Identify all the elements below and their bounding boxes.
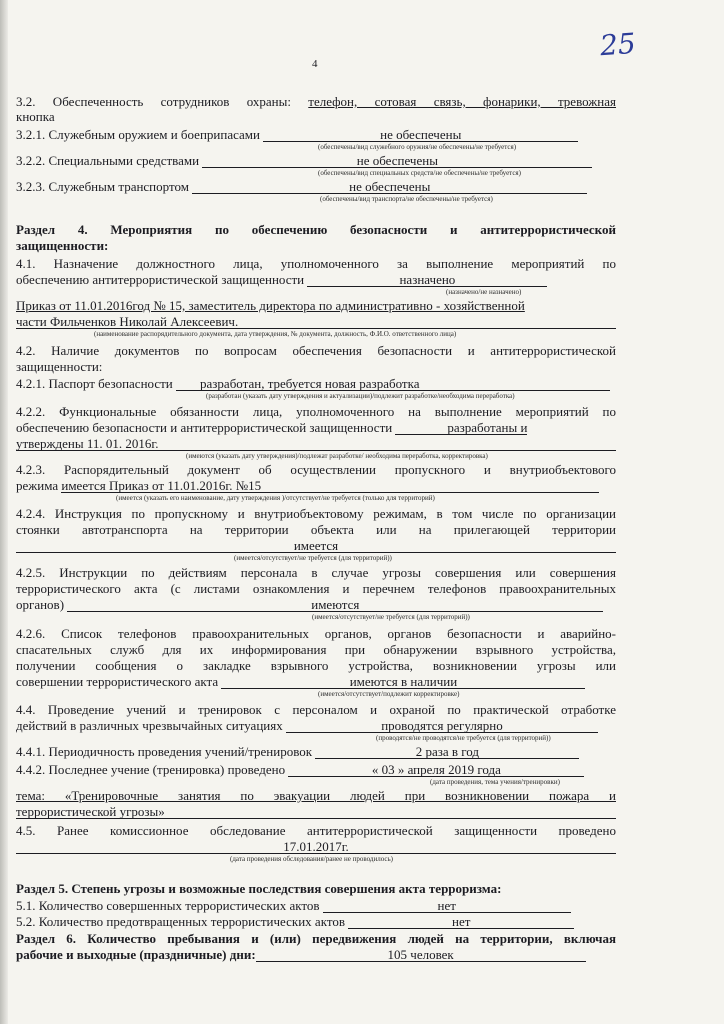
item-4-1-person-hint: (наименование распорядительного документа, дата утверждения, № документа, должность, Ф.И.О. ответственного лица) [94,330,457,338]
item-3-2-value: телефон, сотовая связь, фонарики, тревожная [308,94,616,109]
item-4-2-6-line-4 [16,674,616,689]
item-4-2-line-1: 4.2. Наличие документов по вопросам обеспечения безопасности и антитеррористической [16,343,616,358]
item-3-2-line-2: кнопка [16,109,55,124]
item-3-2-1-hint: (обеспечены/вид служебного оружия/не обеспечены/не требуется) [318,143,517,151]
item-4-2-line-2: защищенности: [16,359,103,374]
item-4-5-hint: (дата проведения обследования/ранее не проводилось) [230,855,394,863]
item-4-2-5-line-1: 4.2.5. Инструкции по действиям персонала в случае угрозы совершения или совершения [16,565,616,580]
item-3-2-2-hint: (обеспечены/вид специальных средств/не обеспечены/не требуется) [318,169,521,177]
item-4-1-value: назначено [307,273,547,287]
item-5-2-value: нет [348,915,574,929]
item-3-2-2-label: 3.2.2. Специальными средствами [16,153,200,168]
item-4-5-value: 17.01.2017г. [16,840,616,854]
item-5-1 [16,898,616,913]
section-6-line-2 [16,947,616,962]
item-3-2-3-value: не обеспечены [192,180,587,194]
item-4-2-3-line-1: 4.2.3. Распорядительный документ об осуществлении пропускного и внутриобъектового [16,462,616,477]
item-3-2-line [16,94,616,109]
item-4-5-line-1: 4.5. Ранее комиссионное обследование антитеррористической защищенности проведено [16,823,616,838]
item-4-2-2-hint: (имеются (указать дату утверждения)/подлежат разработке/ необходима переработка, корректировка) [186,452,488,460]
section-4-heading-2: защищенности: [16,238,109,253]
item-4-4-line-1: 4.4. Проведение учений и тренировок с персоналом и охраной по практической отработке [16,702,616,717]
section-6-heading: Раздел 6. Количество пребывания и (или) передвижения людей на территории, включая [16,931,616,946]
item-4-4-label: действий в различных чрезвычайных ситуациях [16,718,283,733]
item-4-1-person-value: части Фильченков Николай Алексеевич. [16,315,616,329]
item-4-4-value: проводятся регулярно [286,719,598,733]
item-4-2-1-hint: (разработан (указать дату утверждения и актуализации)/подлежит разработке/необходима переработка) [206,392,515,400]
item-4-4-2-hint: (дата проведения, тема учения/тренировки) [430,778,560,786]
item-4-1-person [16,314,616,329]
item-4-2-1 [16,376,616,391]
item-4-2-2-line-1: 4.2.2. Функциональные обязанности лица, уполномоченного на выполнение мероприятий по [16,404,616,419]
item-4-2-6-line-1: 4.2.6. Список телефонов правоохранительных органов, органов безопасности и аварийно- [16,626,616,641]
item-3-2-1-value: не обеспечены [263,128,578,142]
item-4-2-4-line-1: 4.2.4. Инструкция по пропускному и внутриобъектовому режимам, в том числе по организации [16,506,616,521]
item-4-2-6-label: совершении террористического акта [16,674,219,689]
section-6-value: 105 человек [256,948,586,962]
item-4-2-6-line-2: спасательных служб для их информирования при обнаружении взрывного устройства, [16,642,616,657]
item-4-4-2-label: 4.4.2. Последнее учение (тренировка) проведено [16,762,286,777]
item-4-4-1-value: 2 раза в год [315,745,579,759]
item-4-2-3-line-2 [16,478,616,493]
item-4-1-hint: (назначено/не назначено) [446,288,522,296]
item-3-2-2-value: не обеспечены [202,154,592,168]
item-3-2-1-label: 3.2.1. Служебным оружием и боеприпасами [16,127,260,142]
section-5-heading: Раздел 5. Степень угрозы и возможные последствия совершения акта терроризма: [16,881,502,896]
item-4-2-6-value: имеются в наличии [221,675,585,689]
item-4-2-4-line-3 [16,538,616,553]
item-4-1-order: Приказ от 11.01.2016год № 15, заместитель директора по административно - хозяйственной [16,298,525,313]
item-4-5-line-2 [16,839,616,854]
item-5-2-label: 5.2. Количество предотвращенных террористических актов [16,914,345,929]
item-4-2-5-label: органов) [16,597,65,612]
item-4-2-5-line-3 [16,597,616,612]
item-4-2-4-line-2: стоянки автотранспорта на территории объекта или на прилегающей территории [16,522,616,537]
page-number: 4 [312,58,318,70]
item-4-2-4-hint: (имеется/отсутствует/не требуется (для территорий)) [234,554,392,562]
item-4-4-2-topic-2 [16,804,616,819]
item-4-2-1-label: 4.2.1. Паспорт безопасности [16,376,173,391]
item-4-2-5-value: имеются [67,598,603,612]
item-3-2-3-label: 3.2.3. Служебным транспортом [16,179,189,194]
item-4-2-3-value: имеется Приказ от 11.01.2016г. №15 [61,479,599,493]
item-4-4-line-2 [16,718,616,733]
item-4-4-2 [16,762,616,777]
item-4-1-label: обеспечению антитеррористической защищенности [16,272,305,287]
item-4-2-2-line-2 [16,420,616,435]
item-5-1-label: 5.1. Количество совершенных террористических актов [16,898,320,913]
item-4-1-line-2 [16,272,616,287]
item-3-2-2 [16,153,616,168]
item-4-2-2-value: разработаны и [395,421,527,435]
item-5-2 [16,914,616,929]
item-4-2-6-line-3: получении сообщения о закладке взрывного устройства, возникновении угрозы или [16,658,616,673]
item-4-2-2-label: обеспечению безопасности и антитеррористической защищенности [16,420,393,435]
item-4-4-2-topic: тема: «Тренировочные занятия по эвакуации людей при возникновении пожара и [16,788,616,803]
item-5-1-value: нет [323,899,571,913]
item-4-2-2-line-3 [16,436,616,451]
item-4-1-line-1: 4.1. Назначение должностного лица, уполномоченного за выполнение мероприятий по [16,256,616,271]
item-4-4-1 [16,744,616,759]
item-3-2-label: 3.2. Обеспеченность сотрудников охраны: [16,94,309,109]
item-4-2-4-value: имеется [16,539,616,553]
item-3-2-3-hint: (обеспечены/вид транспорта/не обеспечены/не требуется) [320,195,493,203]
handwritten-page-number: 25 [598,26,637,63]
item-4-2-2-date: утверждены 11. 01. 2016г. [16,437,616,451]
item-3-2-1 [16,127,616,142]
item-4-2-6-hint: (имеется/отсутствует/подлежит корректировке) [318,690,460,698]
item-4-2-5-line-2: террористического акта (с листами ознакомления и перечнем телефонов правоохранительных [16,581,616,596]
item-4-2-1-value: разработан, требуется новая разработка [176,377,610,391]
item-4-2-3-hint: (имеется (указать его наименование, дату утверждения )/отсутствует/не требуется (только для территорий) [116,494,435,502]
section-6-label: рабочие и выходные (праздничные) дни: [16,947,256,962]
item-3-2-3 [16,179,616,194]
section-4-heading: Раздел 4. Мероприятия по обеспечению безопасности и антитеррористической [16,222,616,237]
item-4-2-3-label: режима [16,478,62,493]
item-4-4-1-label: 4.4.1. Периодичность проведения учений/тренировок [16,744,313,759]
item-4-4-hint: (проводятся/не проводятся/не требуется (для территорий)) [376,734,551,742]
item-4-2-5-hint: (имеется/отсутствует/не требуется (для территорий)) [312,613,470,621]
item-4-4-2-value: « 03 » апреля 2019 года [288,763,584,777]
item-4-4-2-topic-value: террористической угрозы» [16,805,616,819]
